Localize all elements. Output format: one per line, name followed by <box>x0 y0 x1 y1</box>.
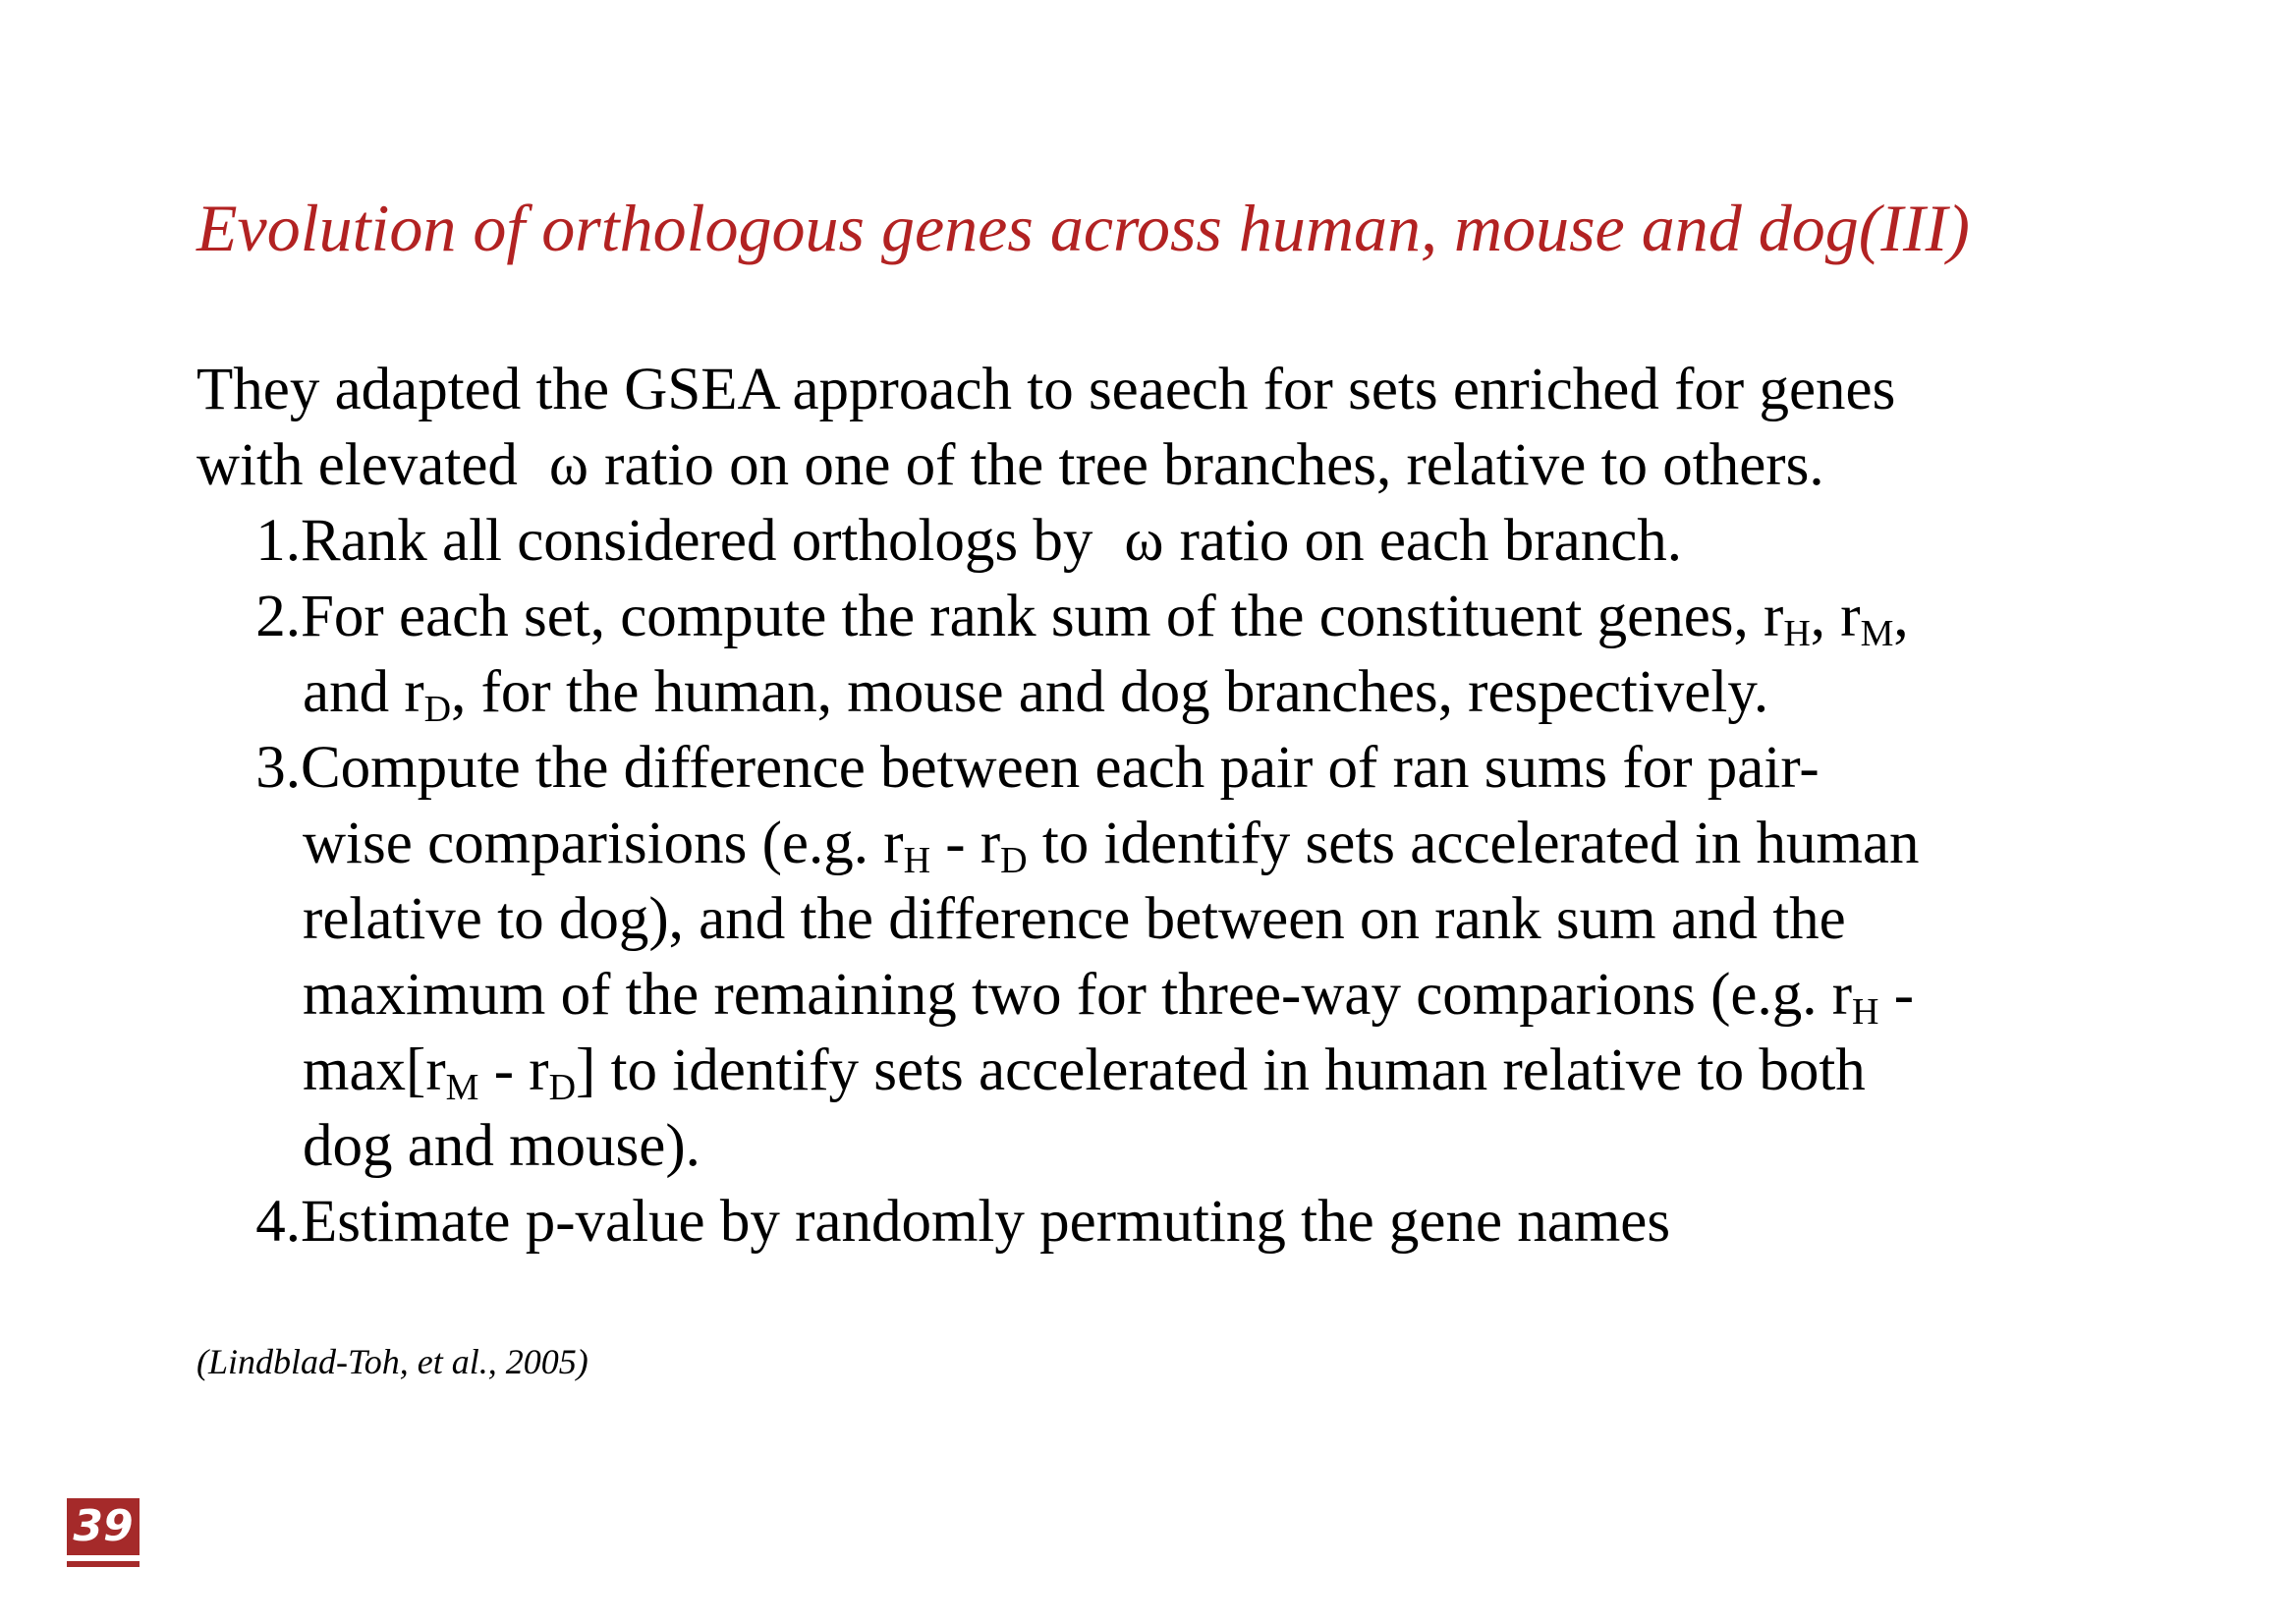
step-1-number: 1. <box>255 508 301 574</box>
step-3-line-3 <box>196 881 2122 957</box>
step-3-line-5 <box>196 1033 2122 1108</box>
subscript-d: D <box>1000 840 1028 881</box>
omega-symbol: ω <box>1124 508 1164 574</box>
subscript-h: H <box>903 840 931 881</box>
step-1-text-pre: Rank all considered orthologs by <box>301 508 1093 574</box>
step-1-text-post: ratio on each branch. <box>1179 508 1683 574</box>
subscript-h: H <box>1852 991 1879 1033</box>
subscript-d: D <box>548 1067 577 1108</box>
step-2-number: 2. <box>255 584 301 649</box>
step-3 <box>196 730 2122 806</box>
step-3-text-2c: to identify sets accelerated in human <box>1027 811 1920 876</box>
subscript-m: M <box>1860 613 1894 654</box>
slide-body <box>196 352 2122 1260</box>
step-3-line-1: Compute the difference between each pair of ran sums for pair- <box>301 735 1820 801</box>
step-3-text-5a: max[r <box>303 1037 446 1103</box>
intro-line-2 <box>196 427 2122 503</box>
step-2-text-b: , r <box>1810 584 1861 649</box>
step-3-text-2a: wise comparisions (e.g. r <box>303 811 904 876</box>
intro-text-1: They adapted the GSEA approach to seaech for sets enriched for genes <box>196 357 1896 422</box>
slide-title: Evolution of orthologous genes across human, mouse and dog(III) <box>196 191 1970 265</box>
step-2-continued <box>196 654 2122 730</box>
step-4-number: 4. <box>255 1189 301 1255</box>
step-4 <box>196 1184 2122 1260</box>
subscript-d: D <box>423 689 452 730</box>
page-number-badge: 39 <box>67 1498 140 1561</box>
step-2-text-a: For each set, compute the rank sum of the constituent genes, r <box>301 584 1784 649</box>
step-1 <box>196 503 2122 579</box>
step-3-text-4b: - <box>1878 962 1915 1028</box>
step-3-text-4a: maximum of the remaining two for three-way comparions (e.g. r <box>303 962 1853 1028</box>
omega-symbol: ω <box>548 432 589 498</box>
step-3-line-6 <box>196 1108 2122 1184</box>
intro-text-2-post: ratio on one of the tree branches, relative to others. <box>604 432 1824 498</box>
citation: (Lindblad-Toh, et al., 2005) <box>196 1342 588 1381</box>
subscript-h: H <box>1783 613 1811 654</box>
step-2-text-e: , for the human, mouse and dog branches, respectively. <box>451 659 1769 725</box>
intro-line-1 <box>196 352 2122 427</box>
step-4-text: Estimate p-value by randomly permuting the gene names <box>301 1189 1671 1255</box>
step-3-text-6: dog and mouse). <box>303 1113 700 1179</box>
step-3-line-4 <box>196 957 2122 1033</box>
step-2-text-d: and r <box>303 659 424 725</box>
step-2-text-c: , <box>1893 584 1909 649</box>
step-3-text-5c: ] to identify sets accelerated in human relative to both <box>576 1037 1866 1103</box>
subscript-m: M <box>445 1067 479 1108</box>
step-3-text-5b: - r <box>478 1037 549 1103</box>
step-3-line-2 <box>196 806 2122 881</box>
step-2 <box>196 579 2122 654</box>
step-3-text-3: relative to dog), and the difference between on rank sum and the <box>303 886 1846 952</box>
step-3-number: 3. <box>255 735 301 801</box>
step-3-text-2b: - r <box>930 811 1001 876</box>
intro-text-2-pre: with elevated <box>196 432 518 498</box>
